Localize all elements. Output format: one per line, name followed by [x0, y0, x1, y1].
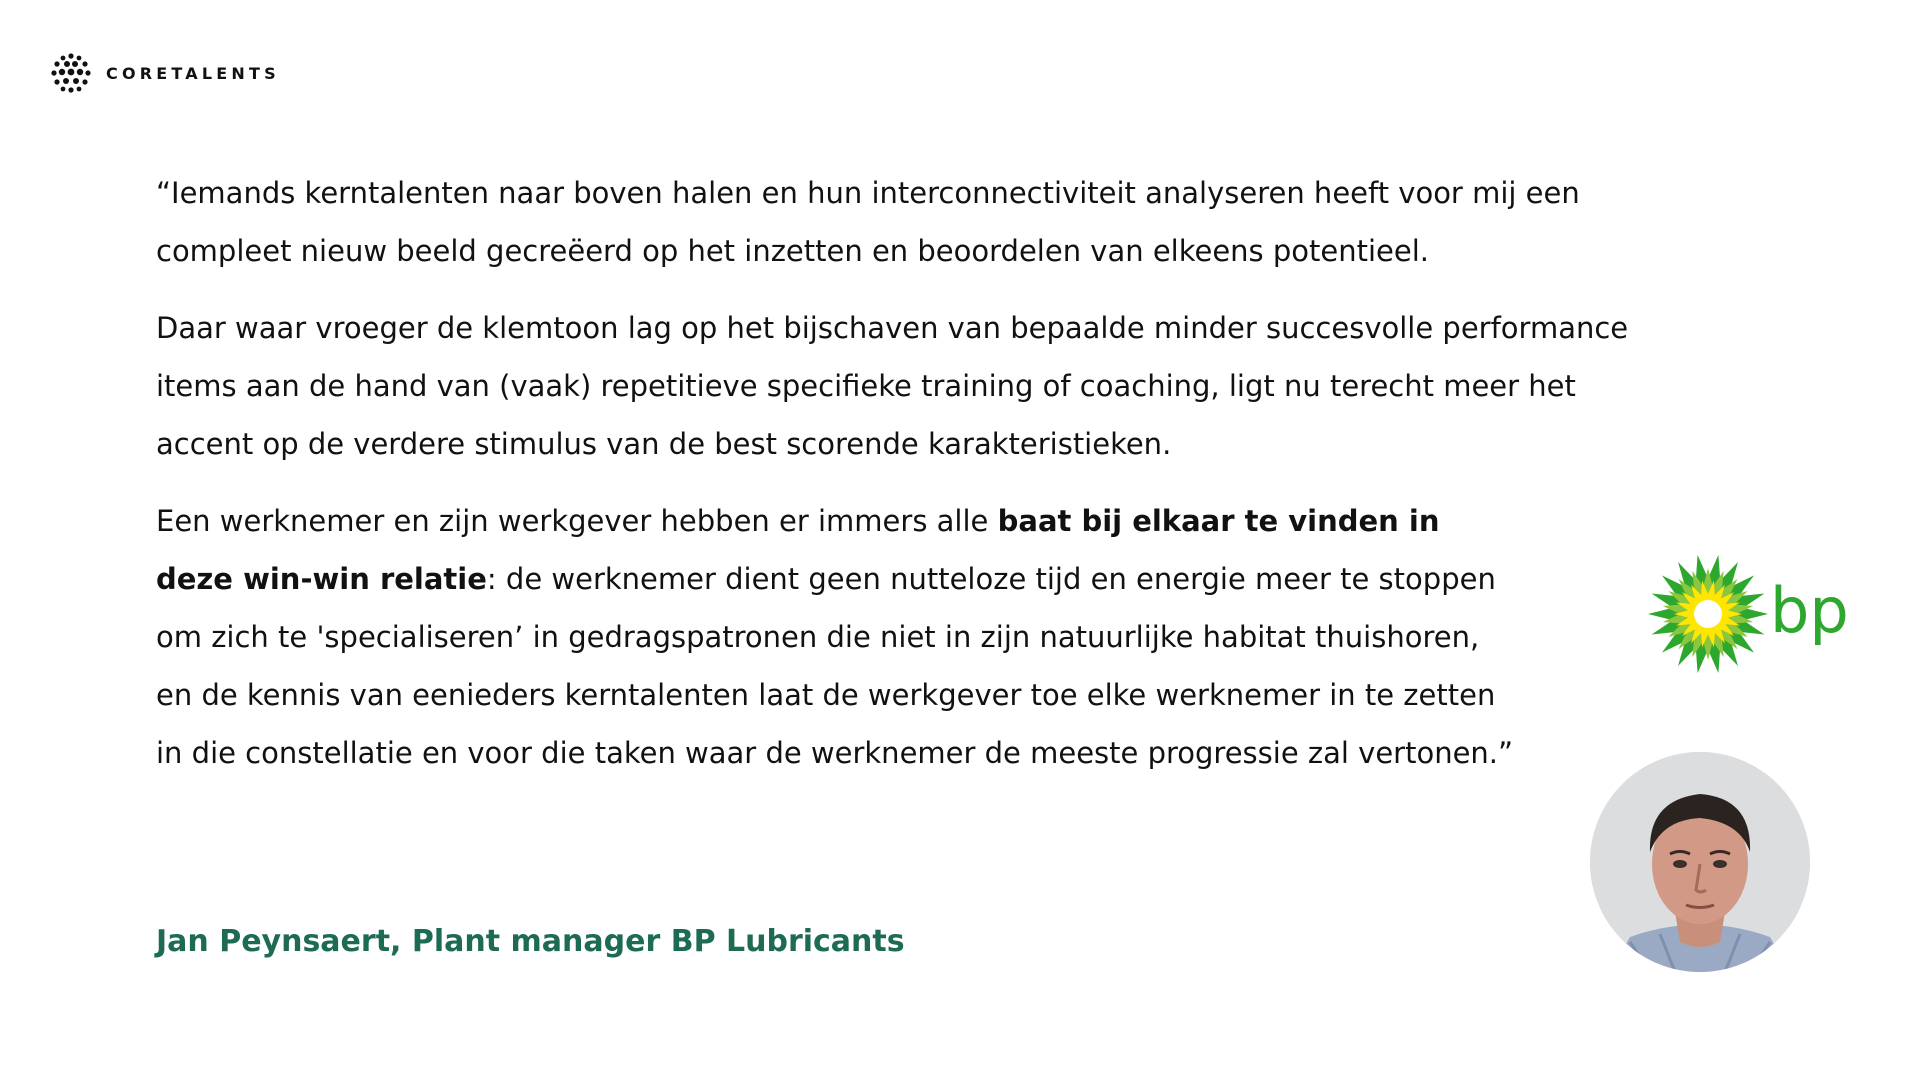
dot-cluster-icon: [50, 52, 92, 94]
quote-paragraph-3-start: Een werknemer en zijn werkgever hebben er immers alle: [156, 504, 998, 538]
helios-sunflower-icon: [1648, 555, 1768, 673]
quote-paragraph-1: “Iemands kerntalenten naar boven halen en hun interconnectiviteit analyseren heeft voor mij een compleet nieuw beeld gecreëerd op het inzetten en beoordelen van elkeens potentieel.: [156, 176, 1580, 268]
bp-logo: [1648, 548, 1868, 680]
quote-paragraph-3-end: : de werknemer dient geen nutteloze tijd en energie meer te stoppen om zich te 'specialiseren’ in gedragspatronen die niet in zijn natuurlijke habitat thuishoren, en de kennis van eenieders kerntalenten laat de werkgever toe elke werknemer in te zetten in die constellatie en voor die taken waar de werknemer de meeste progressie zal vertonen.”: [156, 562, 1514, 770]
quote-paragraph-3: [156, 492, 1516, 782]
person-portrait: [1590, 752, 1810, 972]
quote-highlight: baat bij elkaar te vinden in deze win-win relatie: [156, 504, 1440, 596]
quote-body: [156, 164, 1656, 801]
quote-paragraph-2: Daar waar vroeger de klemtoon lag op het bijschaven van bepaalde minder succesvolle performance items aan de hand van (vaak) repetitieve specifieke training of coaching, ligt nu terecht meer het accent op de verdere stimulus van de best scorende karakteristieken.: [156, 311, 1629, 461]
bp-wordmark: bp: [1770, 574, 1849, 647]
brand-header: [50, 52, 280, 94]
brand-name: CORETALENTS: [106, 63, 280, 83]
quote-attribution: Jan Peynsaert, Plant manager BP Lubricants: [156, 924, 905, 959]
